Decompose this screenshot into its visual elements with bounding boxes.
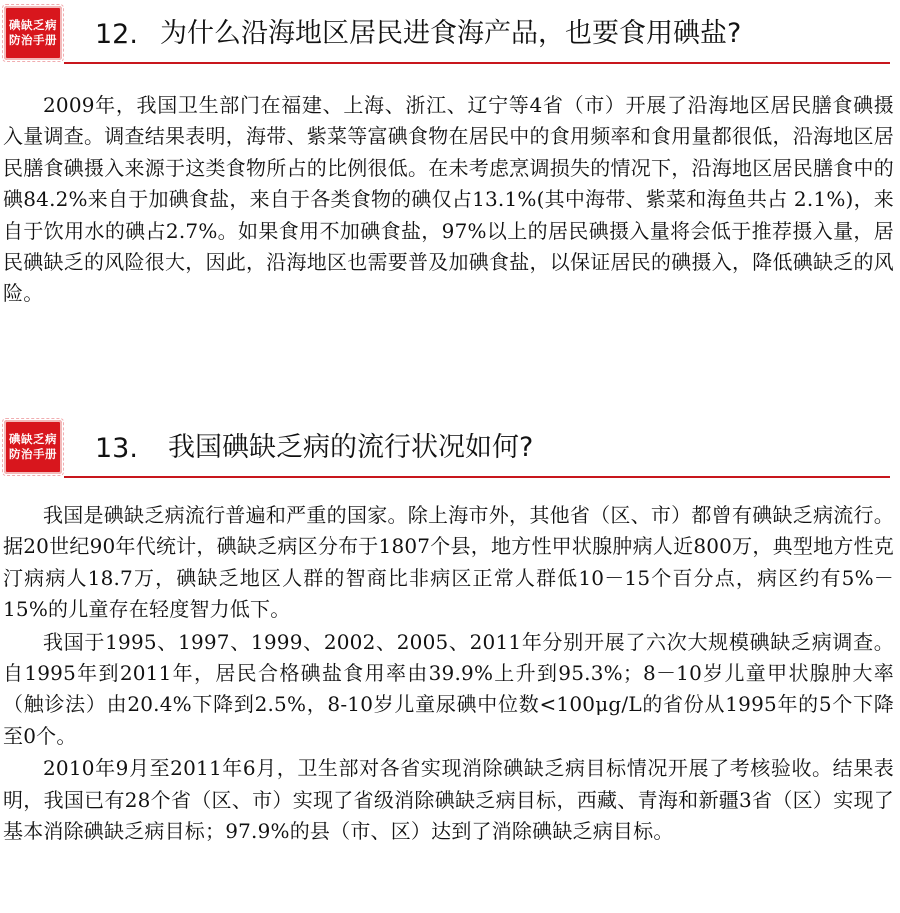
seal-line-1: 碘缺乏病: [9, 18, 57, 32]
answer-paragraph: 2009年，我国卫生部门在福建、上海、浙江、辽宁等4省（市）开展了沿海地区居民膳食碘摄入量调查。调查结果表明，海带、紫菜等富碘食物在居民中的食用频率和食用量都很低，沿海地区居民膳食碘摄入来源于这类食物所占的比例很低。在未考虑烹调损失的情况下，沿海地区居民膳食中的碘84.2%来自于加碘食盐，来自于各类食物的碘仅占13.1%(其中海带、紫菜和海鱼共占 2.1%)，来自于饮用水的碘占2.7%。如果食用不加碘食盐，97%以上的居民碘摄入量将会低于推荐摄入量，居民碘缺乏的风险很大，因此，沿海地区也需要普及加碘食盐，以保证居民的碘摄入，降低碘缺乏的风险。: [3, 93, 894, 306]
header-divider: [64, 62, 890, 64]
header-divider: [64, 476, 890, 478]
question-title: 我国碘缺乏病的流行状况如何?: [168, 432, 534, 463]
answer-paragraph: 2010年9月至2011年6月，卫生部对各省实现消除碘缺乏病目标情况开展了考核验收。结果表明，我国已有28个省（区、市）实现了省级消除碘缺乏病目标，西藏、青海和新疆3省（区）实现了基本消除碘缺乏病目标；97.9%的县（市、区）达到了消除碘缺乏病目标。: [3, 756, 894, 844]
handbook-seal-icon: [4, 420, 62, 474]
seal-line-1: 碘缺乏病: [9, 432, 57, 446]
handbook-seal-icon: [4, 6, 62, 60]
question-13-header: [0, 418, 900, 476]
answer-paragraph: 我国于1995、1997、1999、2002、2005、2011年分别开展了六次大规模碘缺乏病调查。自1995年到2011年，居民合格碘盐食用率由39.9%上升到95.3%；8－10岁儿童甲状腺肿大率（触诊法）由20.4%下降到2.5%，8-10岁儿童尿碘中位数<100μg/L的省份从1995年的5个下降至0个。: [3, 629, 894, 748]
question-13-section: [0, 418, 900, 844]
question-title: 为什么沿海地区居民进食海产品，也要食用碘盐?: [160, 18, 742, 49]
seal-line-2: 防治手册: [9, 447, 57, 461]
seal-line-2: 防治手册: [9, 33, 57, 47]
answer-body: [0, 90, 900, 310]
question-12-section: [0, 4, 900, 306]
question-number: 13.: [95, 433, 138, 464]
answer-body: [0, 500, 900, 847]
question-12-header: [0, 4, 900, 62]
answer-paragraph: 我国是碘缺乏病流行普遍和严重的国家。除上海市外，其他省（区、市）都曾有碘缺乏病流行。据20世纪90年代统计，碘缺乏病区分布于1807个县，地方性甲状腺肿病人近800万，典型地方性克汀病病人18.7万，碘缺乏地区人群的智商比非病区正常人群低10－15个百分点，病区约有5%－15%的儿童存在轻度智力低下。: [3, 503, 894, 622]
question-number: 12.: [95, 19, 138, 50]
